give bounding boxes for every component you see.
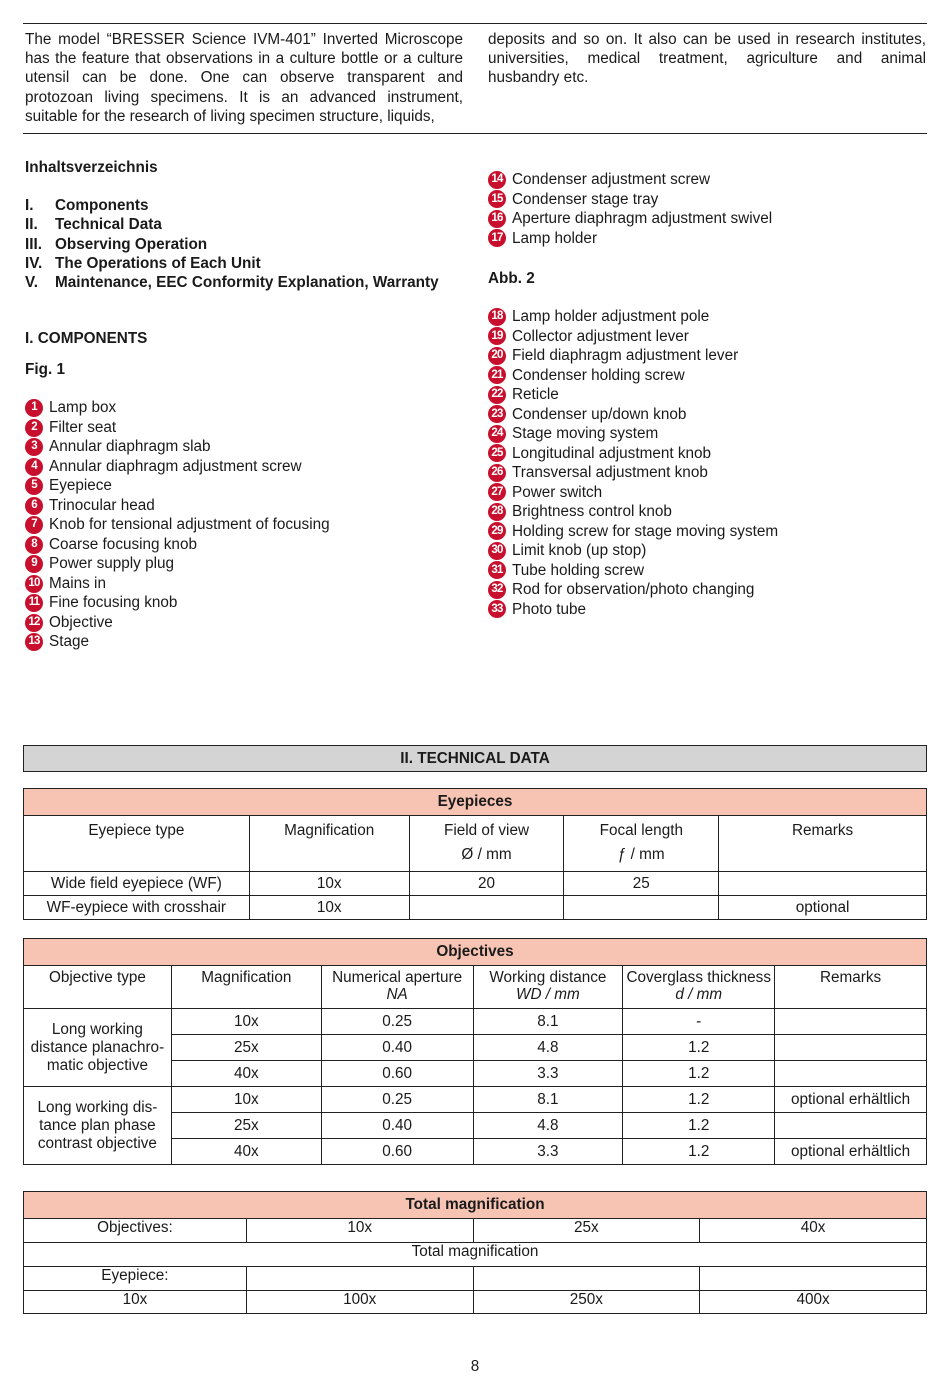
intro-left: The model “BRESSER Science IVM-401” Inverted Microscope has the feature that observations in a culture bottle or a culture utensil can be done. One can observe transparent and protozoan living specimens. It is an advanced instrument, suitable for the research of living specimen structure, liquids, <box>25 31 463 125</box>
header-line: Objective type <box>48 969 146 986</box>
number-badge: 33 <box>488 600 506 618</box>
component-label: Condenser adjustment screw <box>512 171 711 188</box>
objective-cell: 4.8 <box>473 1035 623 1061</box>
eyepiece-cell: 25 <box>564 872 719 896</box>
number-badge: 18 <box>488 308 506 326</box>
objective-value: 25x <box>473 1219 700 1243</box>
component-label: Condenser stage tray <box>512 190 659 208</box>
component-label: Objective <box>49 613 113 631</box>
number-badge: 31 <box>488 561 506 579</box>
header-line: Eyepiece type <box>88 822 185 839</box>
objective-cell: 8.1 <box>473 1009 623 1035</box>
number-badge: 12 <box>25 614 43 632</box>
eyepiece-cell <box>409 896 564 920</box>
component-item <box>25 613 465 633</box>
top-rule <box>23 23 927 24</box>
objective-cell <box>775 1113 927 1139</box>
toc-title: Inhaltsverzeichnis <box>25 159 158 176</box>
objective-cell: 0.25 <box>321 1009 473 1035</box>
component-item <box>25 574 465 594</box>
number-badge: 5 <box>25 477 43 495</box>
number-badge: 6 <box>25 497 43 515</box>
toc-item: II. Technical Data <box>25 216 162 234</box>
number-badge: 26 <box>488 464 506 482</box>
component-label: Annular diaphragm slab <box>49 438 211 456</box>
number-badge: 25 <box>488 444 506 462</box>
number-badge: 11 <box>25 594 43 612</box>
number-badge: 8 <box>25 536 43 554</box>
number-badge: 4 <box>25 458 43 476</box>
objective-cell: 1.2 <box>623 1035 775 1061</box>
number-badge: 29 <box>488 522 506 540</box>
header-line: Magnification <box>201 969 292 986</box>
component-item <box>25 515 465 535</box>
component-label: Eyepiece <box>49 477 112 495</box>
component-label: Power switch <box>512 483 603 501</box>
objective-cell <box>775 1035 927 1061</box>
number-badge: 1 <box>25 399 43 417</box>
objective-cell: 0.60 <box>321 1139 473 1165</box>
component-label: Rod for observation/photo changing <box>512 581 755 598</box>
objective-type: Long working dis-tance plan phase contrast objective <box>24 1087 172 1165</box>
component-item <box>488 385 928 405</box>
objective-cell: 25x <box>171 1113 321 1139</box>
eyepiece-header <box>409 816 564 872</box>
component-item <box>488 444 928 464</box>
eyepiece-cell: WF-eypiece with crosshair <box>24 896 250 920</box>
objective-value: 40x <box>700 1219 927 1243</box>
objective-cell: - <box>623 1009 775 1035</box>
component-label: Photo tube <box>512 600 586 618</box>
header-line: Focal length <box>599 822 683 839</box>
right-column <box>488 170 928 619</box>
component-item <box>25 398 465 418</box>
component-item <box>25 535 465 555</box>
page-number: 8 <box>470 1358 480 1375</box>
objective-header <box>623 966 775 1009</box>
component-label: Collector adjustment lever <box>512 327 689 345</box>
component-label: Knob for tensional adjustment of focusing <box>49 516 330 534</box>
fig1-label: Fig. 1 <box>25 361 65 379</box>
number-badge: 15 <box>488 190 506 208</box>
toc-item: V. Maintenance, EEC Conformity Explanation, Warranty <box>25 274 439 292</box>
total-cell: 10x <box>24 1291 247 1314</box>
header-unit: NA <box>386 986 408 1003</box>
component-label: Transversal adjustment knob <box>512 464 708 481</box>
objective-cell: 0.40 <box>321 1113 473 1139</box>
objective-cell: 3.3 <box>473 1061 623 1087</box>
component-item <box>488 307 928 327</box>
number-badge: 7 <box>25 516 43 534</box>
components-heading: I. COMPONENTS <box>25 330 148 348</box>
component-label: Mains in <box>49 574 106 592</box>
toc-list <box>25 196 465 292</box>
number-badge: 16 <box>488 210 506 228</box>
header-unit: d / mm <box>675 986 723 1003</box>
header-line: Coverglass thickness <box>626 969 771 986</box>
eyepieces-title: Eyepieces <box>24 789 927 816</box>
empty-cell <box>473 1267 700 1291</box>
objective-cell: 40x <box>171 1139 321 1165</box>
eyepiece-cell: Wide field eyepiece (WF) <box>24 872 250 896</box>
eyepiece-cell: 10x <box>249 896 409 920</box>
number-badge: 22 <box>488 386 506 404</box>
total-magnification-table <box>23 1191 927 1314</box>
eyepiece-cell: 10x <box>249 872 409 896</box>
component-label: Condenser up/down knob <box>512 405 687 423</box>
empty-cell <box>700 1267 927 1291</box>
empty-cell <box>246 1267 473 1291</box>
objective-cell <box>775 1009 927 1035</box>
fig1-continued-list <box>488 170 928 248</box>
component-item <box>488 463 928 483</box>
eyepiece-cell: 20 <box>409 872 564 896</box>
fig1-list <box>25 398 465 652</box>
component-item <box>25 632 465 652</box>
number-badge: 30 <box>488 542 506 560</box>
number-badge: 10 <box>25 575 43 593</box>
objective-header <box>24 966 172 1009</box>
total-cell: 400x <box>700 1291 927 1314</box>
objective-cell: 3.3 <box>473 1139 623 1165</box>
number-badge: 19 <box>488 327 506 345</box>
eyepiece-cell <box>564 896 719 920</box>
toc-item: I. Components <box>25 197 149 214</box>
number-badge: 24 <box>488 425 506 443</box>
component-label: Coarse focusing knob <box>49 535 197 553</box>
component-item <box>488 580 928 600</box>
objective-value: 10x <box>246 1219 473 1243</box>
component-item <box>25 418 465 438</box>
objectives-title: Objectives <box>24 939 927 966</box>
component-item <box>488 209 928 229</box>
component-item <box>488 229 928 249</box>
objective-cell: 1.2 <box>623 1087 775 1113</box>
technical-data-heading: II. TECHNICAL DATA <box>23 745 927 772</box>
component-label: Trinocular head <box>49 496 155 514</box>
objective-cell: 0.40 <box>321 1035 473 1061</box>
component-item <box>488 561 928 581</box>
objective-cell: 4.8 <box>473 1113 623 1139</box>
objective-header <box>473 966 623 1009</box>
eyepiece-cell: optional <box>719 896 927 920</box>
objective-cell: 40x <box>171 1061 321 1087</box>
component-label: Limit knob (up stop) <box>512 542 647 559</box>
component-label: Reticle <box>512 386 559 403</box>
component-label: Lamp holder adjustment pole <box>512 308 710 325</box>
objective-cell: optional erhältlich <box>775 1139 927 1165</box>
component-item <box>488 541 928 561</box>
header-unit: Ø / mm <box>461 846 512 863</box>
objectives-label: Objectives: <box>24 1219 247 1243</box>
component-item <box>25 554 465 574</box>
component-item <box>488 424 928 444</box>
number-badge: 27 <box>488 483 506 501</box>
toc-item: IV. The Operations of Each Unit <box>25 254 261 272</box>
component-label: Lamp box <box>49 399 117 417</box>
component-item <box>25 476 465 496</box>
eyepiece-label: Eyepiece: <box>24 1267 247 1291</box>
number-badge: 20 <box>488 347 506 365</box>
eyepiece-header <box>564 816 719 872</box>
component-label: Longitudinal adjustment knob <box>512 444 712 462</box>
eyepiece-header <box>719 816 927 872</box>
component-item <box>488 405 928 425</box>
eyepieces-table <box>23 788 927 920</box>
component-item <box>488 346 928 366</box>
component-item <box>25 496 465 516</box>
objective-cell: 8.1 <box>473 1087 623 1113</box>
objectives-table <box>23 938 927 1165</box>
header-line: Remarks <box>819 969 882 986</box>
component-item <box>488 522 928 542</box>
component-item <box>488 190 928 210</box>
component-label: Lamp holder <box>512 229 598 247</box>
component-item <box>488 483 928 503</box>
objective-cell: 0.60 <box>321 1061 473 1087</box>
total-title: Total magnification <box>24 1192 927 1219</box>
total-cell: 250x <box>473 1291 700 1314</box>
component-item <box>488 327 928 347</box>
component-label: Holding screw for stage moving system <box>512 522 779 540</box>
objective-cell: 1.2 <box>623 1139 775 1165</box>
objective-header <box>321 966 473 1009</box>
total-cell: 100x <box>246 1291 473 1314</box>
objective-cell: 10x <box>171 1009 321 1035</box>
objective-cell: 1.2 <box>623 1061 775 1087</box>
eyepiece-cell <box>719 872 927 896</box>
component-label: Brightness control knob <box>512 503 672 520</box>
intro-right: deposits and so on. It also can be used in research institutes, universities, medical treatment, agriculture and animal husbandry etc. <box>488 31 926 87</box>
component-label: Fine focusing knob <box>49 594 178 612</box>
component-label: Condenser holding screw <box>512 366 685 384</box>
number-badge: 14 <box>488 171 506 189</box>
eyepiece-header <box>249 816 409 872</box>
component-item <box>25 437 465 457</box>
component-item <box>488 366 928 386</box>
header-line: Magnification <box>284 822 375 839</box>
objective-header <box>775 966 927 1009</box>
objective-cell: 25x <box>171 1035 321 1061</box>
number-badge: 23 <box>488 405 506 423</box>
number-badge: 3 <box>25 438 43 456</box>
objective-cell: 1.2 <box>623 1113 775 1139</box>
component-label: Filter seat <box>49 418 117 436</box>
component-label: Tube holding screw <box>512 561 645 579</box>
component-item <box>488 170 928 190</box>
header-line: Field of view <box>443 822 529 839</box>
component-item <box>488 600 928 620</box>
component-item <box>25 457 465 477</box>
intro-bottom-rule <box>23 133 927 134</box>
objective-cell: 0.25 <box>321 1087 473 1113</box>
component-label: Stage moving system <box>512 425 659 442</box>
objective-header <box>171 966 321 1009</box>
header-unit: ƒ / mm <box>617 846 665 863</box>
number-badge: 13 <box>25 633 43 651</box>
number-badge: 17 <box>488 229 506 247</box>
total-subtitle: Total magnification <box>24 1243 927 1267</box>
header-line: Remarks <box>792 822 854 839</box>
component-label: Stage <box>49 633 89 651</box>
number-badge: 21 <box>488 366 506 384</box>
abb2-list <box>488 307 928 619</box>
header-unit: WD / mm <box>516 986 580 1003</box>
number-badge: 9 <box>25 555 43 573</box>
objective-cell <box>775 1061 927 1087</box>
component-item <box>25 593 465 613</box>
toc-item: III. Observing Operation <box>25 235 208 253</box>
number-badge: 2 <box>25 419 43 437</box>
objective-cell: optional erhältlich <box>775 1087 927 1113</box>
component-item <box>488 502 928 522</box>
header-line: Working distance <box>489 969 607 986</box>
objective-type: Long working distance planachro-matic objective <box>24 1009 172 1087</box>
component-label: Annular diaphragm adjustment screw <box>49 457 302 475</box>
eyepiece-header <box>24 816 250 872</box>
left-column <box>25 159 465 652</box>
header-line: Numerical aperture <box>332 969 463 986</box>
component-label: Aperture diaphragm adjustment swivel <box>512 210 773 227</box>
abb2-label: Abb. 2 <box>488 270 535 287</box>
number-badge: 32 <box>488 581 506 599</box>
objective-cell: 10x <box>171 1087 321 1113</box>
component-label: Field diaphragm adjustment lever <box>512 347 739 364</box>
number-badge: 28 <box>488 503 506 521</box>
component-label: Power supply plug <box>49 555 174 573</box>
